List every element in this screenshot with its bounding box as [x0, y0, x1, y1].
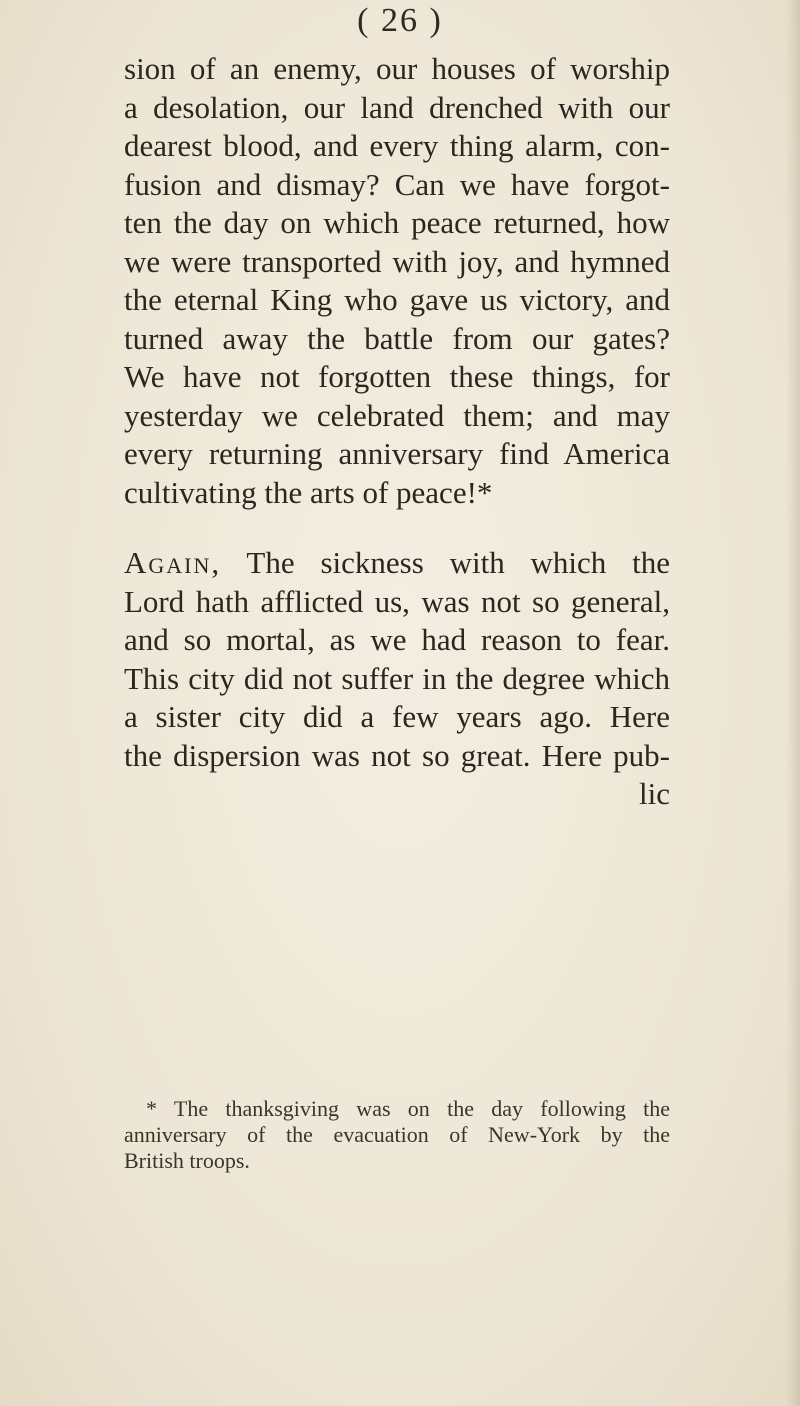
- text-line: a desolation, our land drenched with our: [124, 89, 670, 125]
- text-line: the dispersion was not so great. Here pub-: [124, 737, 670, 773]
- paragraph-2: [124, 544, 670, 814]
- text-line: We have not forgotten these things, for: [124, 359, 670, 394]
- footnote-line: anniversary of the evacuation of New-York by the: [124, 1122, 670, 1147]
- text-line: a sister city did a few years ago. Here: [124, 699, 670, 734]
- text-line: ten the day on which peace returned, how: [124, 205, 670, 240]
- footnote-line: British troops.: [124, 1148, 250, 1173]
- footnote: [124, 1096, 670, 1174]
- text-line: cultivating the arts of peace!*: [124, 474, 493, 510]
- text-line: This city did not suffer in the degree which: [124, 660, 670, 696]
- first-line-rest: The sickness with which the: [246, 545, 670, 580]
- text-line: every returning anniversary find America: [124, 436, 670, 471]
- footnote-line: * The thanksgiving was on the day following the: [146, 1096, 670, 1121]
- catchword: lic: [639, 776, 670, 811]
- text-line: fusion and dismay? Can we have forgot-: [124, 166, 670, 202]
- text-line: dearest blood, and every thing alarm, con-: [124, 128, 670, 163]
- lead-word: Again,: [124, 545, 222, 580]
- text-line: the eternal King who gave us victory, and: [124, 282, 670, 317]
- text-line: and so mortal, as we had reason to fear.: [124, 622, 670, 657]
- page-number: ( 26 ): [357, 2, 443, 39]
- text-line: turned away the battle from our gates?: [124, 320, 670, 356]
- text-line-first: [124, 544, 670, 583]
- body-text: [124, 50, 670, 814]
- paragraph-1: [124, 50, 670, 512]
- text-line: sion of an enemy, our houses of worship: [124, 51, 670, 86]
- text-line: Lord hath afflicted us, was not so general,: [124, 583, 670, 619]
- text-line: yesterday we celebrated them; and may: [124, 397, 670, 433]
- text-line: we were transported with joy, and hymned: [124, 243, 670, 279]
- page-edge-shadow: [786, 0, 800, 1406]
